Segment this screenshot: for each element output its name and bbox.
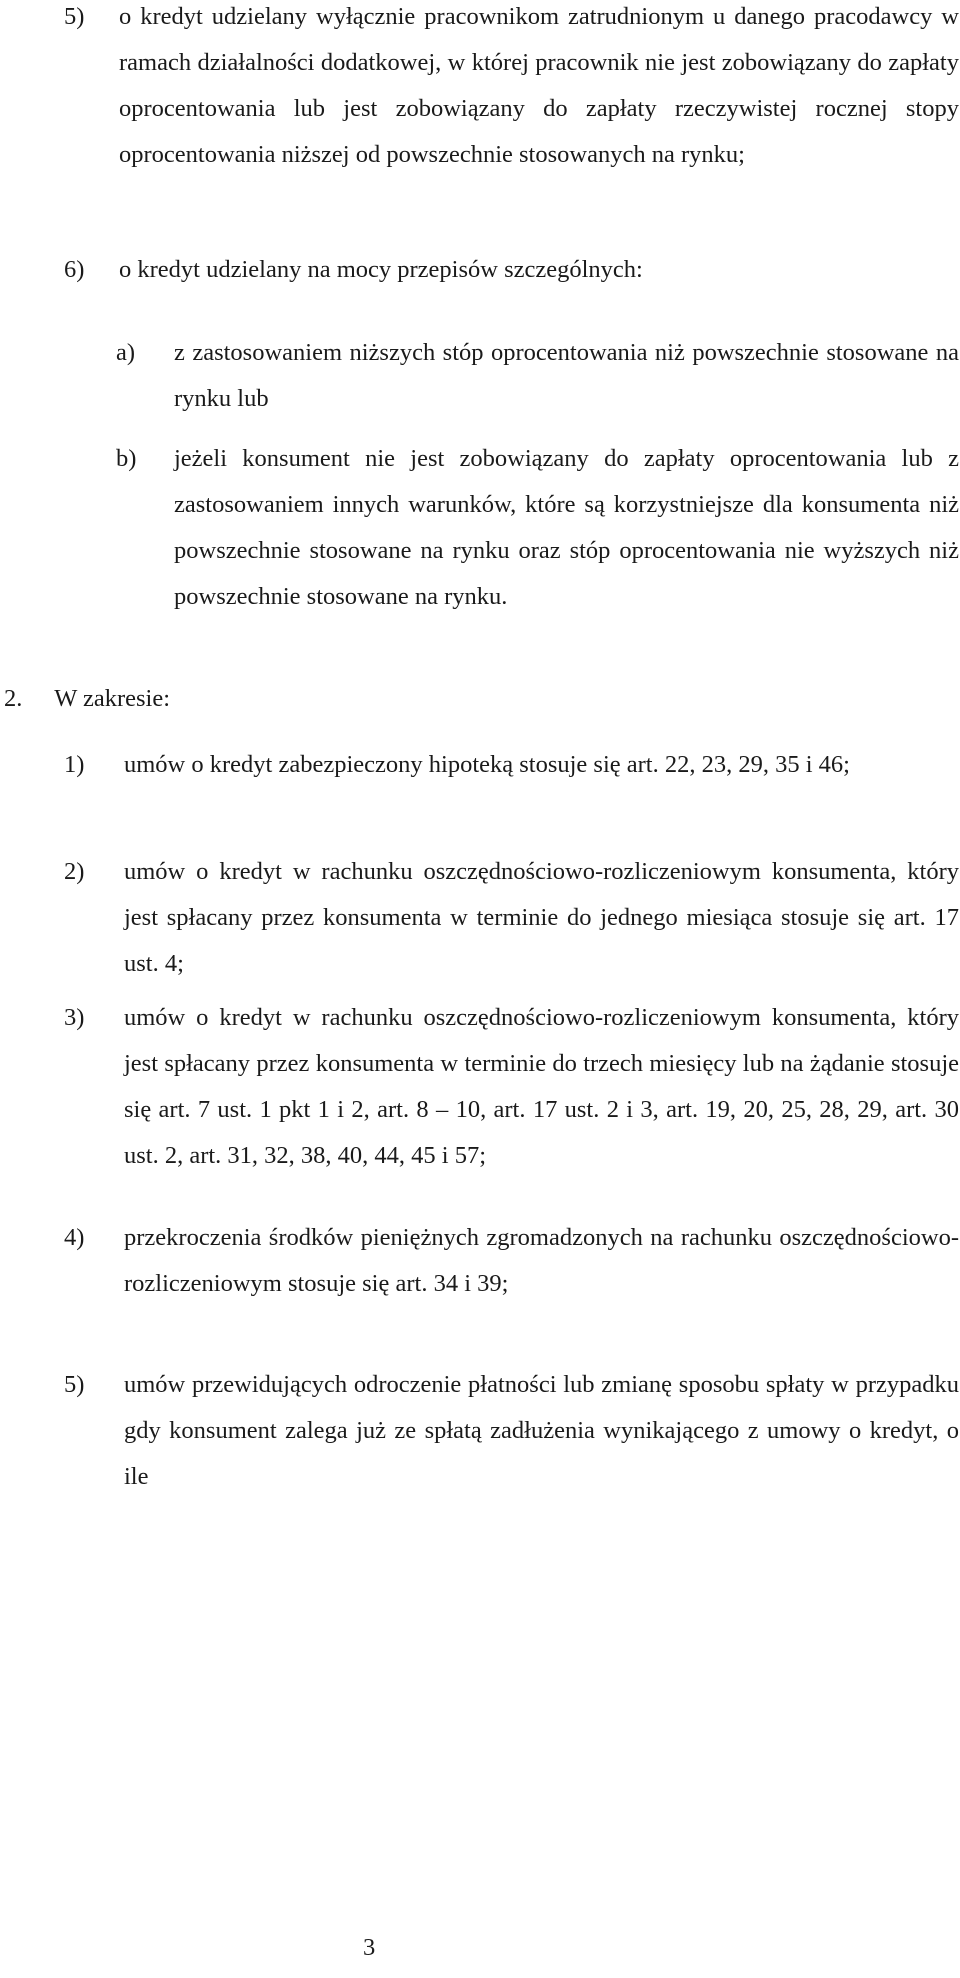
item-text: z zastosowaniem niższych stóp oprocentowania niż powszechnie stosowane na rynku lub [174, 339, 959, 412]
item-text: jeżeli konsument nie jest zobowiązany do zapłaty oprocentowania lub z zastosowaniem innych warunków, które są korzystniejsze dla konsumenta niż powszechnie stosowane na rynku oraz stóp oprocentowania nie wyższych niż powszechnie stosowane na rynku. [174, 445, 959, 610]
page-number: 3 [363, 1934, 376, 1961]
item-number: 3) [64, 1004, 85, 1031]
item-number: 2) [64, 858, 85, 885]
item-text: umów o kredyt zabezpieczony hipoteką stosuje się art. 22, 23, 29, 35 i 46; [124, 751, 850, 778]
item-text: o kredyt udzielany wyłącznie pracownikom zatrudnionym u danego pracodawcy w ramach działalności dodatkowej, w której pracownik nie jest zobowiązany do zapłaty oprocentowania lub jest zobowiązany do zapłaty rzeczywistej rocznej stopy oprocentowania niższej od powszechnie stosowanych na rynku; [119, 3, 959, 168]
item-text: o kredyt udzielany na mocy przepisów szczególnych: [119, 256, 643, 283]
item-number: 5) [64, 1371, 85, 1398]
item-number: 1) [64, 751, 85, 778]
section-title: W zakresie: [54, 685, 171, 712]
item-text: przekroczenia środków pieniężnych zgromadzonych na rachunku oszczędnościowo-rozliczeniowym stosuje się art. 34 i 39; [124, 1224, 959, 1297]
item-number: 4) [64, 1224, 85, 1251]
section-heading [4, 676, 170, 722]
item-text: umów o kredyt w rachunku oszczędnościowo-rozliczeniowym konsumenta, który jest spłacany przez konsumenta w terminie do jednego miesiąca stosuje się art. 17 ust. 4; [124, 858, 959, 977]
item-number: 6) [64, 256, 85, 283]
item-text: umów o kredyt w rachunku oszczędnościowo-rozliczeniowym konsumenta, który jest spłacany przez konsumenta w terminie do trzech miesięcy lub na żądanie stosuje się art. 7 ust. 1 pkt 1 i 2, art. 8 – 10, art. 17 ust. 2 i 3, art. 19, 20, 25, 28, 29, art. 30 ust. 2, art. 31, 32, 38, 40, 44, 45 i 57; [124, 1004, 959, 1169]
section-number: 2. [4, 685, 23, 712]
item-letter: b) [116, 445, 137, 472]
item-letter: a) [116, 339, 136, 366]
item-number: 5) [64, 3, 85, 30]
item-text: umów przewidujących odroczenie płatności lub zmianę sposobu spłaty w przypadku gdy konsument zalega już ze spłatą zadłużenia wynikającego z umowy o kredyt, o ile [124, 1371, 959, 1490]
